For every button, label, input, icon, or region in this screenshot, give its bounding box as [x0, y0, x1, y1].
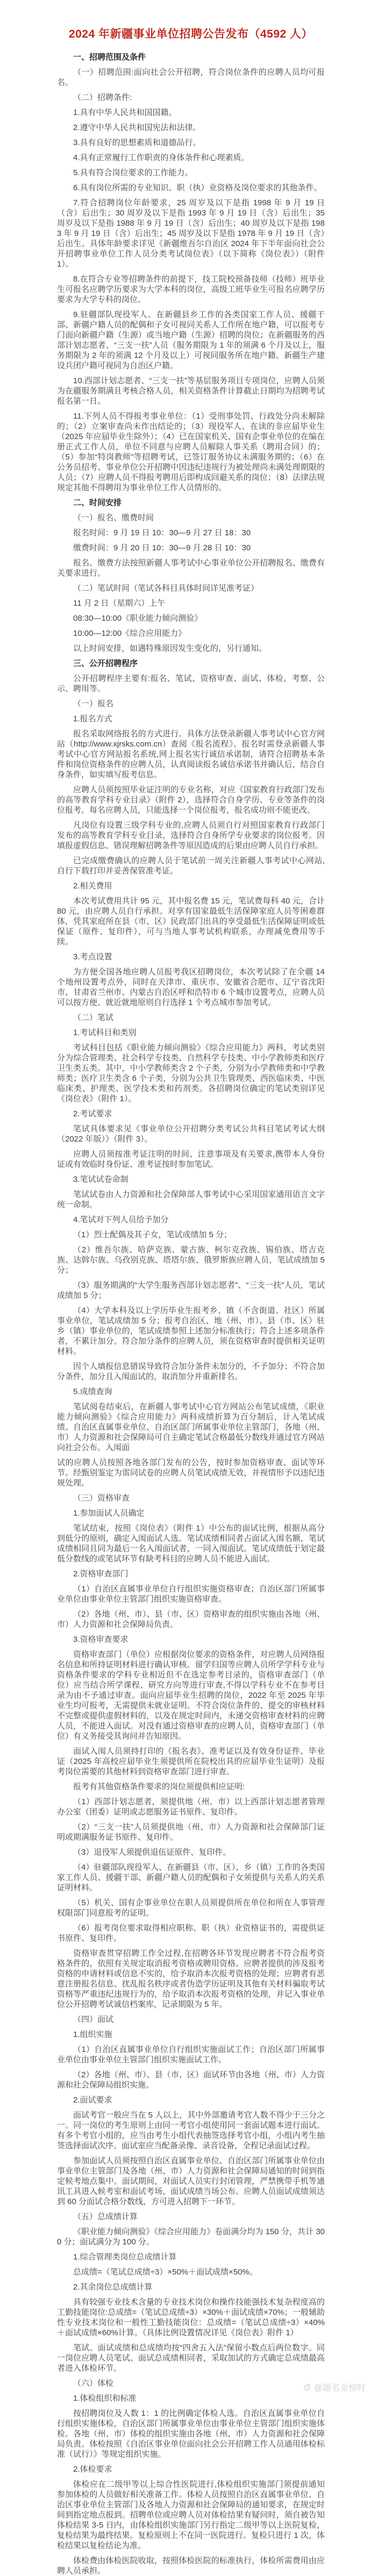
paragraph: 笔试具体要求见《事业单位公开招聘分类考试公共科目笔试考试大纲（2022 年版）》（附件 3）。 — [57, 1124, 325, 1144]
watermark-text: @题名金榜时 — [313, 2384, 366, 2393]
paragraph: 9.驻疆部队现役军人、在新疆县乡工作的各类国家工作人员、援疆干部、新疆户籍人员的配偶和子女可视同关系人工作所在地户籍，可以报考专门面向新疆户籍（生源）或当地户籍（生源）招聘的岗位；在新疆服务的西部计划志愿者、“三支一扶”人员（服务期限为 1 年的须满 6 个月及以上，服务期限为 2 年的须满 12 个月及以上）可视同服务所在地户籍。新疆生产建设兵团户籍可视同为自治区户籍。 — [57, 310, 325, 371]
paragraph: （3）退役军人须提供退伍证原件、复印件。 — [73, 1848, 231, 1857]
page-title: 2024 年新疆事业单位招聘公告发布（4592 人） — [68, 28, 313, 40]
section-heading: 一、招聘范围及条件 — [73, 53, 146, 62]
paragraph: （2）各地（州、市）、县（市、区）面试环节由各地（州、市）人力资源和社会保障局组织实施。 — [57, 2070, 325, 2090]
paragraph: （四）面试 — [73, 2015, 114, 2025]
paragraph: 1.体检组织和标准 — [73, 2394, 137, 2403]
paragraph: 2.遵守中华人民共和国宪法和法律。 — [73, 123, 201, 133]
paragraph: 2.相关费用 — [73, 881, 112, 891]
paragraph: 2.面试要求 — [73, 2096, 112, 2105]
paragraph: 参加面试人员须按照自治区直属事业单位、自治区部门所属事业单位由事业单位主管部门及各地（州、市）人力资源和社会保障局通知的时间到指定候考地点集中。面试期间，对面试人员实行封闭管理，严禁携带手机等通讯工具进入候考室和面试考场，面试成绩当场公布。应聘人员面试成绩须达到 60 分面试合格分数线，方可进入招聘下一环节。 — [57, 2156, 325, 2207]
paragraph: 笔试阅卷结束后，在新疆人事考试中心官方网站公布笔试成绩，《职业能力倾向测验》《综合应用能力》两科成绩折算为百分制后，计入笔试成绩。自治区直属事业单位、自治区部门所属事业单位主管部门，各地（州、市）人力资源和社会保障局可自主确定笔试合格最低分数线并通过官方网站向社会公布。入闱面 — [57, 1402, 325, 1453]
paragraph: （六）体检 — [73, 2379, 114, 2388]
paragraph: 笔试结束，按照《岗位表》（附件 1）中公布的面试比例，根据从高分到低分的原则，确定入闱面试人选。笔试成绩相同者占面试入闱名额，笔试成绩相同且同为最后一名入闱面试者，一同入闱面试。笔试成绩低于划定最低分数线的或笔试环节有缺考科目的应聘人员不能进入面试。 — [57, 1524, 325, 1564]
paragraph: 以上时间安排，如遇特殊原因发生变化的，另行通知。 — [73, 644, 267, 654]
paragraph: 笔试试卷由人力资源和社会保障部人事考试中心采用国家通用语言文字统一命制。 — [57, 1190, 325, 1210]
paragraph: 体检费由体检医院收取，按照体检医院的标准执行，体检所需费用由应聘人员承担。 — [57, 2556, 325, 2576]
paragraph: 应聘人员须按照毕业证注明的专业名称，对应《国家教育行政部门发布的高等教育学科专业目录》（附件 2），选择符合自身学历、专业等条件的岗位报考。每名应聘人员，只能选择一个岗位报考，报名成功则不能更改。 — [57, 785, 325, 815]
paragraph: 08:30—10:00《职业能力倾向测验》 — [73, 614, 203, 623]
section-heading: 三、公开招聘程序 — [73, 659, 138, 669]
watermark — [302, 2381, 366, 2393]
paragraph: 报名、缴费方法按照新疆人事考试中心事业单位公开招聘报名、缴费有关要求进行。 — [57, 558, 325, 578]
paragraph: 11 月 2 日（星期六）上午 — [73, 599, 166, 608]
paragraph: 已完成缴费确认的应聘人员于笔试前一周关注新疆人事考试中心网站,自行下载打印并妥善保管准考证。 — [57, 856, 325, 876]
paragraph: （3）服务期满的“大学生服务西部计划志愿者”、“三支一扶”人员，笔试成绩加 5 分； — [57, 1281, 325, 1301]
paragraph: 本次考试费用共计 95 元，其中报名费 15 元，笔试费每科 40 元，合计 80 元，由应聘人员自行承担。对享有国家最低生活保障家庭人员等困难群体，凭其家庭所在县（市、区）民政部门出具的享受最低生活保障证明或低保证（原件、复印件），可与当地人事考试机构联系，办理减免费用等手续。 — [57, 896, 325, 947]
paragraph: 6.具有岗位所需的专业知识、职（执）业资格及岗位要求的其他条件。 — [73, 183, 322, 193]
paragraph: 2.体检要求 — [73, 2465, 112, 2474]
paragraph: 3.笔试试卷命制 — [73, 1175, 129, 1185]
paragraph: 1.综合管理类岗位总成绩计算 — [73, 2252, 177, 2262]
paragraph: （1）自治区直属事业单位自行组织实施面试工作；自治区部门所属事业单位由事业单位主管部门组织实施面试工作。 — [57, 2045, 325, 2065]
paragraph: 2.考试要求 — [73, 1109, 112, 1119]
paragraph: 4.具有正常履行工作职责的身体条件和心理素质。 — [73, 153, 249, 163]
paragraph: 3.考点设置 — [73, 952, 112, 962]
paragraph: （一）报名 — [73, 699, 114, 709]
paragraph: 3.具有良好的思想素质和道德品行。 — [73, 138, 201, 148]
paragraph: 面试入闱人员须持打印的《报名表》、准考证以及有效身份证件、毕业证（2025 年高校应届毕业生须提供所在院校出具的应届毕业生证明）及报考岗位需要的其他材料到资格审查部门进行审查。 — [57, 1747, 325, 1777]
paragraph: 1.组织实施 — [73, 2030, 112, 2040]
paragraph: （2）维吾尔族、哈萨克族、蒙古族、柯尔克孜族、锡伯族、塔吉克族、达斡尔族、乌孜别克族、塔塔尔族、俄罗斯族应聘人员，笔试成绩加 5 分； — [57, 1245, 325, 1275]
paragraph: （4）驻疆部队现役军人、在新疆县（市、区）、乡（镇）工作的各类国家工作人员、援疆干部、新疆户籍人员的配偶和子女须提供与关系人的关系证明材料。 — [57, 1863, 325, 1893]
paragraph: 2.资格审查部门 — [73, 1569, 129, 1579]
document-body — [57, 52, 325, 2576]
paragraph: 3.资格审查要求 — [73, 1635, 129, 1645]
paragraph: 5.具有符合岗位要求的工作能力。 — [73, 168, 193, 178]
paragraph: 总成绩=（笔试总成绩÷3）×50%＋面试成绩×50%。 — [73, 2268, 258, 2277]
paragraph: （五）总成绩计算 — [73, 2212, 138, 2222]
paragraph: 1.考试科目和类别 — [73, 1028, 137, 1038]
paragraph: 报考有其他资格条件要求的岗位须提供相应证明: — [73, 1782, 245, 1792]
paragraph: 因个人填报信息错误导致符合加分条件未加分的，不予加分；不符合加分条件，加分且入闱面试的，取消加分并重新排名。 — [57, 1362, 325, 1382]
paragraph: 报名时间：9 月 19 日 10：30—9 月 27 日 18：30 — [73, 528, 251, 538]
paragraph: （一）招聘范围:面向社会公开招聘，符合岗位条件的应聘人员均可报名。 — [57, 68, 325, 88]
paragraph: 考试科目包括《职业能力倾向测验》《综合应用能力》两科，考试类别分为综合管理类、社会科学专技类、自然科学专技类、中小学教师类和医疗卫生类五类。其中，中小学教师类含 2 个子类，分别为小学教师类和中学教师类；医疗卫生类含 6 个子类，分别为公共卫生管理类、西医临床类、中医临床类、护理类、医学技术类和药剂类。各招聘岗位确定的笔试类别详见《岗位表》（附件 1）。 — [57, 1043, 325, 1104]
paragraph: （1）自治区直属事业单位自行组织实施资格审查；自治区部门所属事业单位由事业单位主管部门组织实施资格审查。 — [57, 1584, 325, 1604]
paragraph: （4）大学本科及以上学历毕业生报考乡、镇（不含街道、社区）所属事业单位，笔试成绩加 5 分；报考自治区、地（州、市）、县（市、区）驻乡（镇）事业单位的，笔试成绩参照上述加分标准执行；符合上述多项条件者，不累计加分。符合加分条件的应聘人员，须在资格审查时提供相关证明材料。 — [57, 1306, 325, 1357]
paragraph: 7.符合招聘岗位年龄要求，25 周岁及以下是指 1998 年 9 月 19 日（含）后出生；30 周岁及以下是指 1993 年 9 月 19 日（含）后出生；35 周岁及以下是指 1988 年 9 月 19 日（含）后出生；40 周岁及以下是指 1983 年 9 月 19 日（含）后出生；45 周岁及以下是指 1978 年 9 月 19 日（含）后出生。具体年龄要求详见《新疆维吾尔自治区 2024 年下半年面向社会公开招聘事业单位工作人员分类考试岗位表》（以下简称《岗位表》）（附件 1）。 — [57, 198, 325, 269]
paragraph: 8.在符合专业等招聘条件的前提下，技工院校预备技师（技师）班毕业生可报名应聘学历要求为大学本科的岗位，高级工班毕业生可报名应聘学历要求为大学专科的岗位。 — [57, 275, 325, 305]
paragraph: 报名采取网络报名的方式进行。具体方法登录新疆人事考试中心官方网站（http://www.xjrsks.com.cn）查阅《报名流程》。报名时需登录新疆人事考试中心官方网站报名系统,网上报名实行诚信承诺制，请符合招聘基本条件和岗位资格条件的应聘人员，认真阅读报名诚信承诺书并确认后，结合自身条件，如实填写报考信息。 — [57, 729, 325, 780]
paragraph: 体检应在二级甲等以上综合性医院进行,体检组织实施部门须提前通知参加体检的人员做好相关准备工作。体检人员按照自治区直属事业单位、自治区事业单位主管部门及各地人力资源和社会保障局的通知要求，在规定时间到指定地点报到。招聘单位或应聘人员对体检结果有疑问时，须自被告知体检结果 3-5 日内，由体检组织实施部门另行指定二级甲等以上医院复检，复检结果为最终结果。复检原则上不在同一医院进行。复检只进行 1 次，体检结果以复检结论为准。 — [57, 2480, 325, 2551]
paragraph: （二）笔试时间（笔试各科目具体时间详见准考证） — [73, 584, 259, 593]
paragraph: 10:00—12:00《综合应用能力》 — [73, 629, 187, 638]
paragraph: 缴费时间：9 月 20 日 10：30—9 月 28 日 10：30 — [73, 543, 251, 553]
section-heading: 二、时间安排 — [73, 498, 122, 508]
paragraph: 2.其余岗位总成绩计算 — [73, 2283, 153, 2292]
paragraph: （6）报考岗位要求取得相应职称、职（执）业资格证书的，需提供证书原件、复印件。 — [57, 1924, 325, 1943]
paragraph: 1.参加面试人员确定 — [73, 1509, 145, 1518]
paragraph: （三）资格审查 — [73, 1494, 130, 1503]
paragraph: 1.具有中华人民共和国国籍。 — [73, 108, 177, 118]
paragraph: （1）西部计划志愿者，须提供地（州、市）以上西部计划志愿者管理办公室（团委）证明或志愿服务证书原件、复印件。 — [57, 1797, 325, 1817]
paragraph: （2）“三支一扶”人员须提供地（州、市）人力资源和社会保障部门证明或期满服务证书原件、复印件。 — [57, 1822, 325, 1842]
paragraph: 凡岗位有设置三级学科专业的,应聘人员须自行对照国家教育行政部门发布的高等教育学科专业目录，选择符合自身所学专业要求的岗位报考。因填报虚假信息、错误理解招聘条件等原因造成的后果由应聘人员自行承担。 — [57, 821, 325, 851]
paragraph: （2）各地（州、市）、县（市、区）资格审查的组织实施由各地（州、市）人力资源和社会保障局负责。 — [57, 1610, 325, 1630]
paragraph: 具有较强专业技术含量的专业技术岗位和操作技能强技术复杂程度高的工勤技能岗位:总成绩=（笔试总成绩÷3）×30%＋面试成绩×70%；一般辅助性专业技术岗位和一般性工勤技能岗位：总成绩=（笔试总成绩÷3）×40%＋面试成绩×60%计算。（具体比例设置情况详见《岗位表》附件 1） — [57, 2298, 325, 2338]
paragraph: 11.下列人员不得报考事业单位：（1）受刑事处罚、行政处分尚未解除的；（2）立案审查尚未作出结论的；（3）现役军人、在读的非应届毕业生（2025 年应届毕业生除外）；（4）已在国家机关、国有企事业单位的在编在册正式工作人员，单位不同意与应聘人员解除人事关系（聘用合同）的；（5）参加“特岗教师”等招聘考试，已签订服务协议未满服务期的；（6）在公务员招考、事业单位公开招聘中因违纪违规行为被处理尚未满处理期限的人员；（7）应聘人员不得报考聘用后即构成回避关系的岗位；（8）法律法规规定其他不得聘用为事业单位工作人员情形的。 — [57, 412, 325, 493]
paragraph: （1）烈士配偶及其子女，笔试成绩加 5 分； — [73, 1230, 232, 1240]
paragraph: （二）笔试 — [73, 1013, 114, 1023]
weibo-camera-icon — [302, 2383, 312, 2392]
paragraph: 笔试、面试成绩和总成绩均按“四舍五入法”保留小数点后两位数字。同一岗位应聘人员笔试、面试总成绩相同者，采取加试的方式确定总成绩最高者进入体检环节。 — [57, 2343, 325, 2373]
paragraph: 资格审查部门（单位）应根据岗位要求的资格条件，对应聘人员网络报名信息和所持证明材料进行确认审核。留学归国等应聘人员所学学科专业与资格条件要求的学科专业相近但不在选定参考目录的，资格审查部门（单位）应当结合所学课程、研究方向等进行审查,不得以学科专业不在参考目录为由不予通过审查。面向应届毕业生招聘的岗位，2022 年至 2025 年毕业生均可报考，无需提供未就业证明。不符合岗位条件的、提交的审核材料不完整或提供虚假材料的，以及在规定时间内，未递交资格审查材料的应聘人员，不能进入面试。对没有通过资格审查的应聘人员，资格审查部门（单位）有义务接受其询问并告知原因。 — [57, 1650, 325, 1741]
paragraph: 4.笔试对下列人员给予加分 — [73, 1215, 169, 1225]
paragraph: 试的应聘人员按照各地各部门发布的公告，按时参加资格审查、面试等环节。经甄别鉴定为雷同试卷的应聘人员笔试成绩无效，并视情形予以违纪违规处理。 — [57, 1458, 325, 1488]
paragraph: 应聘人员须按准考证注明的时间、注意事项及有关要求,携带本人身份证或有效临时身份证、准考证按时参加笔试。 — [57, 1150, 325, 1169]
paragraph: 按招聘岗位及人数 1：1 的比例确定体检人选。自治区直属事业单位自行组织实施体检，自治区部门所属事业单位由事业单位主管部门组织实施体检。各地（州、市）体检的组织实施由各地（州、市）人力资源和社会保障局负责。体检按照《自治区事业单位面向社会公开招聘工作人员通用体检标准（试行）》等规定组织实施。 — [57, 2409, 325, 2459]
paragraph: 1.报名方式 — [73, 714, 112, 724]
paragraph: 公开招聘程序主要有:报名、笔试、资格审查、面试、体检、考察、公示、聘用等。 — [57, 674, 325, 694]
paragraph: 5.成绩查询 — [73, 1387, 112, 1397]
paragraph: 《职业能力倾向测验》《综合应用能力》卷面满分均为 150 分，共计 300 分；面试满分为 100 分。 — [57, 2227, 325, 2247]
paragraph: （二）招聘条件: — [73, 93, 132, 103]
paragraph: （一）报名、缴费时间 — [73, 513, 154, 523]
paragraph: 面试考官一般应当在 5 人以上，其中外部邀请考官人数不得少于三分之一。同一岗位的考生原则上由同一考官小组使用同一套面试题本进行面试。有多个考官小组的，应当由考生小组代表抽签选择考官小组，小组内考生抽签选择面试次序。面试室应当配备录像、录音设备，全程记录面试过程。 — [57, 2111, 325, 2151]
paragraph: 10.西部计划志愿者、“三支一扶”等基层服务项目专项岗位，应聘人员须为在疆服务期满且考核合格人员，相关资格条件计算截止日期均为招聘考试报名第一日。 — [57, 376, 325, 406]
paragraph: 资格审查贯穿招聘工作全过程,在招聘各环节发现应聘者不符合报考资格条件的，依照有关规定取消报考资格或聘用资格。应聘者提供的涉及报考资格的申请材料或信息不实的，给予取消本次报考资格的处理；应聘者有恶意注册报名信息、扰乱报名秩序或者伪造学历证明及其他有关材料骗取考试资格等严重违纪违规行为的，给予取消本次报考资格的处理，并记入事业单位公开招聘考试诚信档案库，记录期限为 5 年。 — [57, 1949, 325, 2010]
paragraph: 为方便全国各地应聘人员报考我区招聘岗位，本次考试除了在全疆 14 个地州设置考点外，同时在天津市、重庆市、安徽省合肥市、辽宁省沈阳市、甘肃省兰州市、内蒙古自治区呼和浩特市 6 个城市设置考点，应聘人员可以按方便、就近就地原则自行选择 1 个考点城市参加考试。 — [57, 967, 325, 1008]
paragraph: （5）机关、国有企事业单位在职人员须提供所在单位和所在人事管理权限部门同意报考的证明。 — [57, 1898, 325, 1918]
